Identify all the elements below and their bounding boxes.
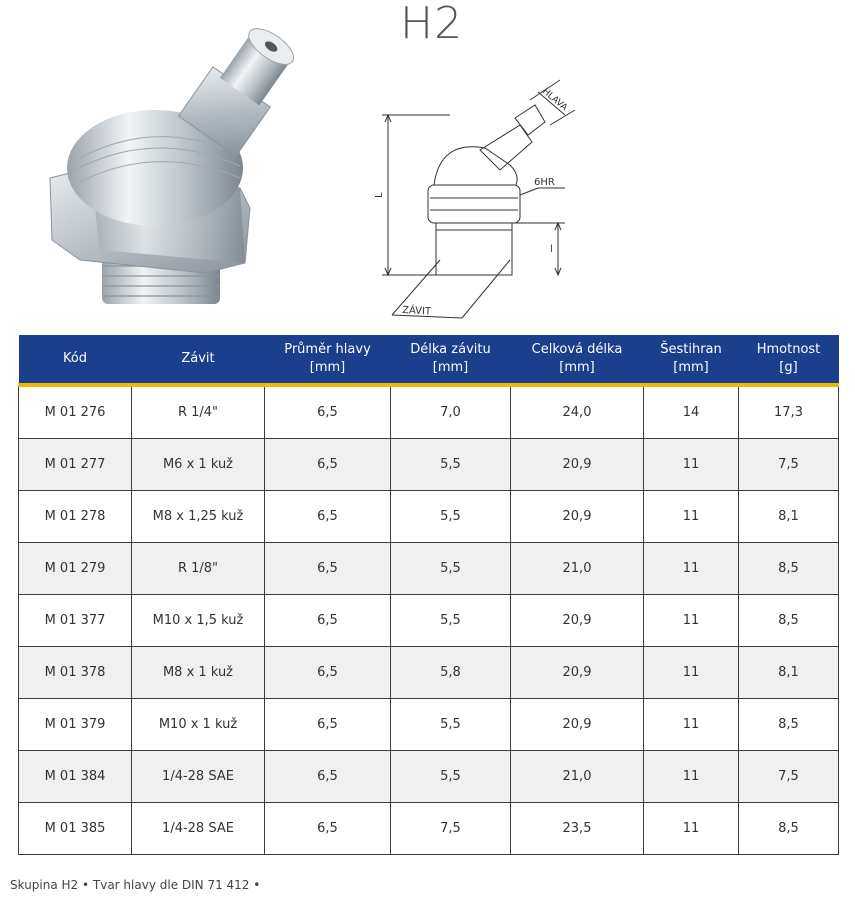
cell-hex: 11 <box>644 491 739 543</box>
cell-hex: 11 <box>644 751 739 803</box>
cell-code: M 01 385 <box>19 803 132 855</box>
cell-thread: M8 x 1,25 kuž <box>132 491 265 543</box>
cell-code: M 01 279 <box>19 543 132 595</box>
cell-hex: 14 <box>644 385 739 439</box>
cell-total-length: 20,9 <box>511 699 644 751</box>
cell-total-length: 23,5 <box>511 803 644 855</box>
cell-head-diameter: 6,5 <box>265 385 391 439</box>
cell-weight: 17,3 <box>739 385 839 439</box>
cell-total-length: 20,9 <box>511 647 644 699</box>
product-photo <box>40 28 330 318</box>
cell-total-length: 20,9 <box>511 439 644 491</box>
cell-code: M 01 276 <box>19 385 132 439</box>
cell-code: M 01 384 <box>19 751 132 803</box>
cell-hex: 11 <box>644 647 739 699</box>
cell-thread: 1/4-28 SAE <box>132 751 265 803</box>
cell-thread: M10 x 1,5 kuž <box>132 595 265 647</box>
cell-head-diameter: 6,5 <box>265 647 391 699</box>
cell-thread-length: 5,5 <box>391 439 511 491</box>
cell-weight: 8,5 <box>739 595 839 647</box>
cell-thread-length: 5,5 <box>391 491 511 543</box>
cell-thread-length: 5,5 <box>391 751 511 803</box>
cell-weight: 8,5 <box>739 543 839 595</box>
cell-hex: 11 <box>644 543 739 595</box>
cell-head-diameter: 6,5 <box>265 751 391 803</box>
cell-thread-length: 5,5 <box>391 699 511 751</box>
table-row <box>19 491 839 543</box>
cell-thread: M8 x 1 kuž <box>132 647 265 699</box>
cell-thread: R 1/8" <box>132 543 265 595</box>
cell-head-diameter: 6,5 <box>265 699 391 751</box>
cell-code: M 01 378 <box>19 647 132 699</box>
cell-hex: 11 <box>644 439 739 491</box>
cell-thread-length: 5,8 <box>391 647 511 699</box>
header-weight: Hmotnost [g] <box>739 335 839 385</box>
cell-code: M 01 277 <box>19 439 132 491</box>
cell-thread-length: 7,5 <box>391 803 511 855</box>
table-row <box>19 595 839 647</box>
cell-total-length: 21,0 <box>511 751 644 803</box>
cell-weight: 8,1 <box>739 491 839 543</box>
table-row <box>19 439 839 491</box>
cell-code: M 01 379 <box>19 699 132 751</box>
cell-weight: 8,5 <box>739 699 839 751</box>
header-head-diameter: Průměr hlavy [mm] <box>265 335 391 385</box>
cell-thread: M10 x 1 kuž <box>132 699 265 751</box>
table-row <box>19 803 839 855</box>
spec-table <box>18 335 839 855</box>
cell-head-diameter: 6,5 <box>265 543 391 595</box>
header-hex: Šestihran [mm] <box>644 335 739 385</box>
cell-weight: 7,5 <box>739 439 839 491</box>
table-header-row <box>19 335 839 385</box>
label-length: L <box>374 192 385 198</box>
cell-thread: M6 x 1 kuž <box>132 439 265 491</box>
cell-thread-length: 7,0 <box>391 385 511 439</box>
cell-hex: 11 <box>644 699 739 751</box>
cell-thread-length: 5,5 <box>391 543 511 595</box>
table-row <box>19 385 839 439</box>
table-row <box>19 751 839 803</box>
header-code: Kód <box>19 335 132 385</box>
cell-weight: 8,5 <box>739 803 839 855</box>
footer-note: Skupina H2 • Tvar hlavy dle DIN 71 412 • <box>10 878 261 892</box>
header-thread-length: Délka závitu [mm] <box>391 335 511 385</box>
cell-thread: R 1/4" <box>132 385 265 439</box>
table-row <box>19 543 839 595</box>
label-thread: ZÁVIT <box>401 305 432 318</box>
cell-hex: 11 <box>644 803 739 855</box>
page-title: H2 <box>400 0 464 49</box>
cell-hex: 11 <box>644 595 739 647</box>
cell-thread-length: 5,5 <box>391 595 511 647</box>
cell-code: M 01 278 <box>19 491 132 543</box>
table-row <box>19 699 839 751</box>
label-hex: 6HR <box>534 177 555 188</box>
cell-head-diameter: 6,5 <box>265 491 391 543</box>
label-head: HLAVA <box>540 86 569 114</box>
cell-head-diameter: 6,5 <box>265 803 391 855</box>
technical-drawing <box>370 70 600 330</box>
cell-total-length: 20,9 <box>511 491 644 543</box>
cell-code: M 01 377 <box>19 595 132 647</box>
table-row <box>19 647 839 699</box>
header-thread: Závit <box>132 335 265 385</box>
cell-total-length: 20,9 <box>511 595 644 647</box>
cell-head-diameter: 6,5 <box>265 439 391 491</box>
header-total-length: Celková délka [mm] <box>511 335 644 385</box>
cell-weight: 7,5 <box>739 751 839 803</box>
cell-total-length: 21,0 <box>511 543 644 595</box>
label-thread-length: l <box>550 244 553 255</box>
cell-total-length: 24,0 <box>511 385 644 439</box>
cell-weight: 8,1 <box>739 647 839 699</box>
cell-head-diameter: 6,5 <box>265 595 391 647</box>
cell-thread: 1/4-28 SAE <box>132 803 265 855</box>
